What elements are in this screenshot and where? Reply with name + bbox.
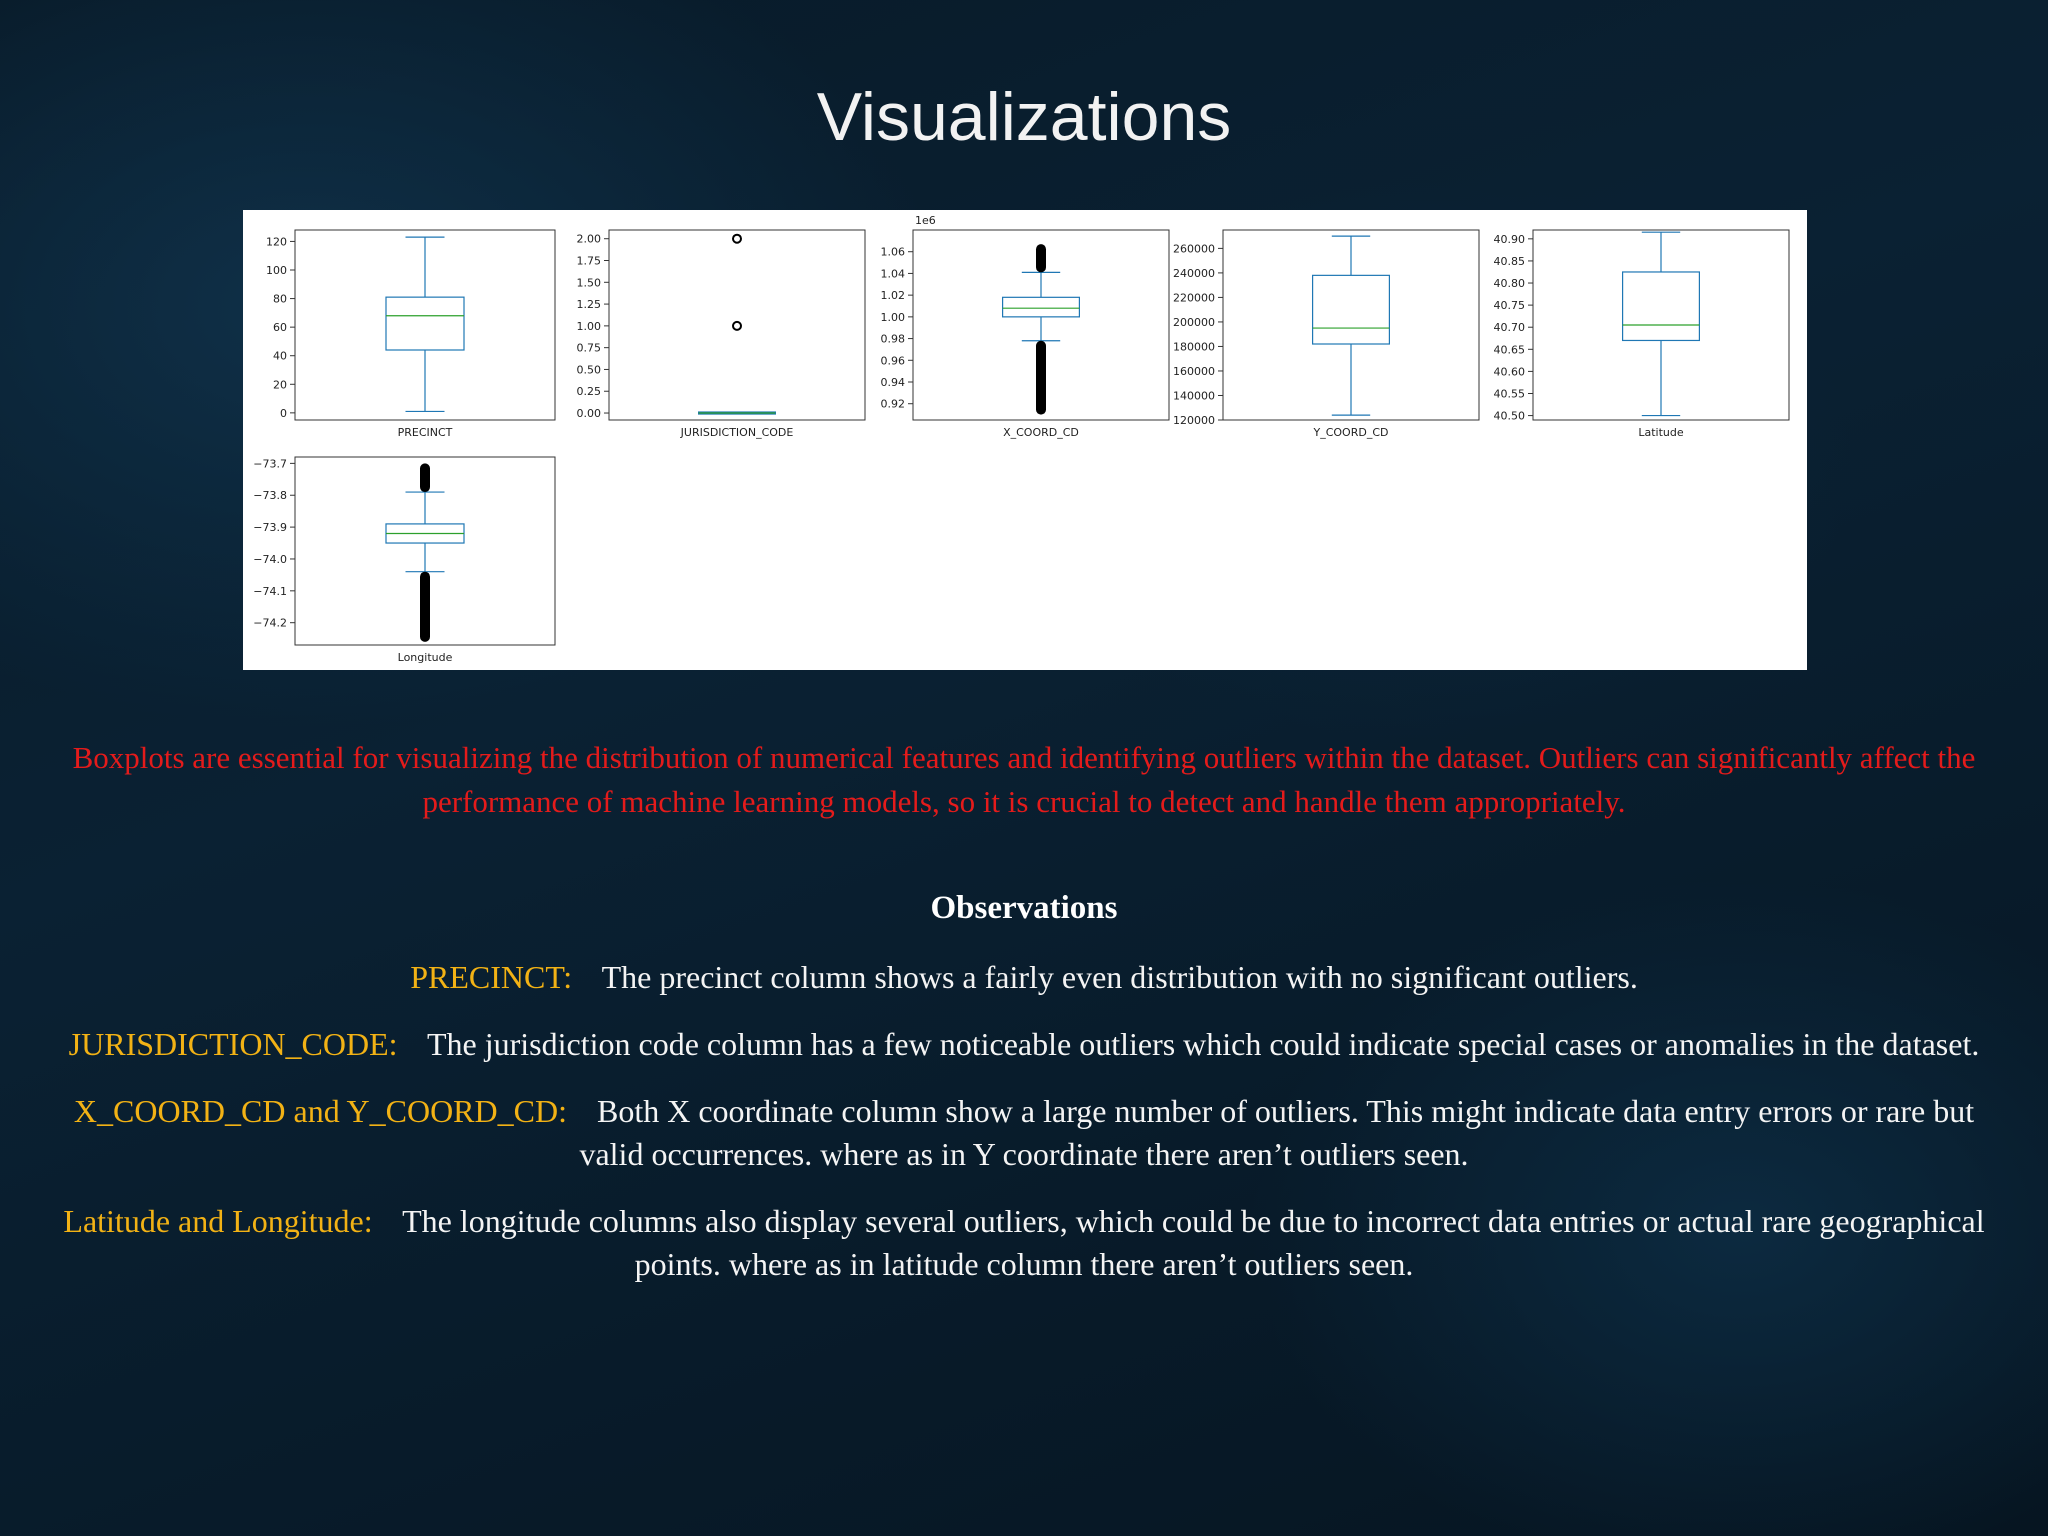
y-tick-label: 240000 (1173, 266, 1215, 280)
axis-offset-label: 1e6 (915, 214, 936, 227)
y-tick-label: 0.25 (576, 385, 601, 399)
y-tick-label: 1.02 (880, 289, 905, 303)
observation-jurisdiction (55, 1023, 1993, 1066)
y-tick-label: 60 (273, 321, 287, 335)
iqr-box (1003, 297, 1080, 317)
y-tick-label: 40.85 (1493, 254, 1525, 268)
boxplot-jurisdiction-code (577, 230, 866, 439)
y-tick-label: 140000 (1173, 389, 1215, 403)
iqr-box (1313, 275, 1390, 344)
observation-text: The jurisdiction code column has a few noticeable outliers which could indicate special cases or anomalies in the dataset. (426, 1026, 1980, 1062)
y-tick-label: 0.96 (880, 354, 905, 368)
y-tick-label: 160000 (1173, 364, 1215, 378)
y-tick-label: 0.00 (576, 407, 601, 421)
observation-lat-long (55, 1200, 1993, 1286)
y-tick-label: 180000 (1173, 340, 1215, 354)
y-tick-label: −73.9 (253, 521, 287, 535)
y-tick-label: 0 (280, 406, 287, 420)
iqr-box (386, 297, 464, 350)
x-axis-label: Longitude (397, 651, 453, 664)
boxplot-svg (243, 210, 1807, 670)
y-tick-label: 40.50 (1493, 409, 1525, 423)
y-tick-label: 1.06 (880, 245, 905, 259)
iqr-box (1623, 272, 1700, 340)
y-tick-label: −73.7 (253, 457, 287, 471)
x-axis-label: PRECINCT (397, 426, 453, 439)
y-tick-label: 40.80 (1493, 277, 1525, 291)
axes-frame (609, 230, 865, 420)
boxplot-precinct (266, 230, 555, 439)
y-tick-label: 40.60 (1493, 365, 1525, 379)
y-tick-label: 20 (273, 378, 287, 392)
y-tick-label: 40 (273, 349, 287, 363)
y-tick-label: 40.90 (1493, 232, 1525, 246)
boxplot-longitude (253, 457, 555, 664)
y-tick-label: 40.55 (1493, 387, 1525, 401)
y-tick-label: 40.70 (1493, 321, 1525, 335)
y-tick-label: 220000 (1173, 291, 1215, 305)
y-tick-label: 100 (266, 264, 287, 277)
outlier-cluster (420, 463, 430, 492)
observation-label: Latitude and Longitude: (63, 1203, 373, 1239)
y-tick-label: 1.25 (576, 298, 601, 312)
y-tick-label: 200000 (1173, 315, 1215, 329)
outlier-cluster (1036, 244, 1046, 272)
observation-precinct (55, 956, 1993, 999)
y-tick-label: 1.00 (576, 319, 601, 333)
y-tick-label: 1.50 (576, 276, 601, 290)
y-tick-label: 40.75 (1493, 299, 1525, 313)
boxplot-y-coord-cd (1173, 230, 1479, 439)
y-tick-label: 1.75 (576, 254, 601, 268)
observations-heading: Observations (930, 890, 1118, 926)
y-tick-label: −74.1 (253, 584, 287, 598)
x-axis-label: Latitude (1638, 426, 1684, 439)
x-axis-label: Y_COORD_CD (1313, 426, 1389, 439)
y-tick-label: 120000 (1173, 414, 1215, 427)
y-tick-label: 0.98 (880, 332, 905, 346)
y-tick-label: −73.8 (253, 489, 287, 503)
observation-label: X_COORD_CD and Y_COORD_CD: (73, 1093, 567, 1129)
observations-list (55, 956, 1993, 1310)
y-tick-label: 1.00 (880, 310, 905, 324)
observation-text: The longitude columns also display several outliers, which could be due to incorrect data entries or actual rare geographical points. where as in latitude column there aren’t outliers seen. (402, 1203, 1985, 1282)
boxplot-x-coord-cd (881, 214, 1170, 439)
y-tick-label: 80 (273, 292, 287, 306)
observation-label: PRECINCT: (410, 959, 573, 995)
x-axis-label: JURISDICTION_CODE (680, 426, 794, 439)
boxplot-figure (243, 210, 1807, 670)
outlier-cluster (420, 572, 430, 642)
x-axis-label: X_COORD_CD (1003, 426, 1079, 439)
observation-text: The precinct column shows a fairly even distribution with no significant outliers. (601, 959, 1638, 995)
observation-coordinates (55, 1090, 1993, 1176)
observation-text: Both X coordinate column show a large number of outliers. This might indicate data entry errors or rare but valid occurrences. where as in Y coordinate there aren’t outliers seen. (579, 1093, 1975, 1172)
observation-label: JURISDICTION_CODE: (68, 1026, 398, 1062)
boxplot-latitude (1494, 230, 1790, 439)
y-tick-label: 0.94 (880, 376, 905, 389)
y-tick-label: 120 (266, 235, 287, 249)
y-tick-label: 0.75 (576, 341, 601, 355)
y-tick-label: 2.00 (576, 232, 601, 246)
y-tick-label: 1.04 (880, 267, 905, 281)
intro-paragraph: Boxplots are essential for visualizing the distribution of numerical features and identifying outliers within the dataset. Outliers can significantly affect the performance of machine learning models, so it is crucial to detect and handle them appropriately. (72, 740, 1976, 819)
slide-title: Visualizations (816, 79, 1232, 155)
y-tick-label: 0.92 (880, 397, 905, 411)
outlier-cluster (1036, 341, 1046, 415)
y-tick-label: 0.50 (576, 363, 601, 377)
y-tick-label: −74.2 (253, 616, 287, 630)
outlier-point (733, 322, 741, 330)
y-tick-label: −74.0 (253, 552, 287, 566)
outlier-point (733, 235, 741, 243)
y-tick-label: 260000 (1173, 242, 1215, 256)
y-tick-label: 40.65 (1493, 343, 1525, 357)
